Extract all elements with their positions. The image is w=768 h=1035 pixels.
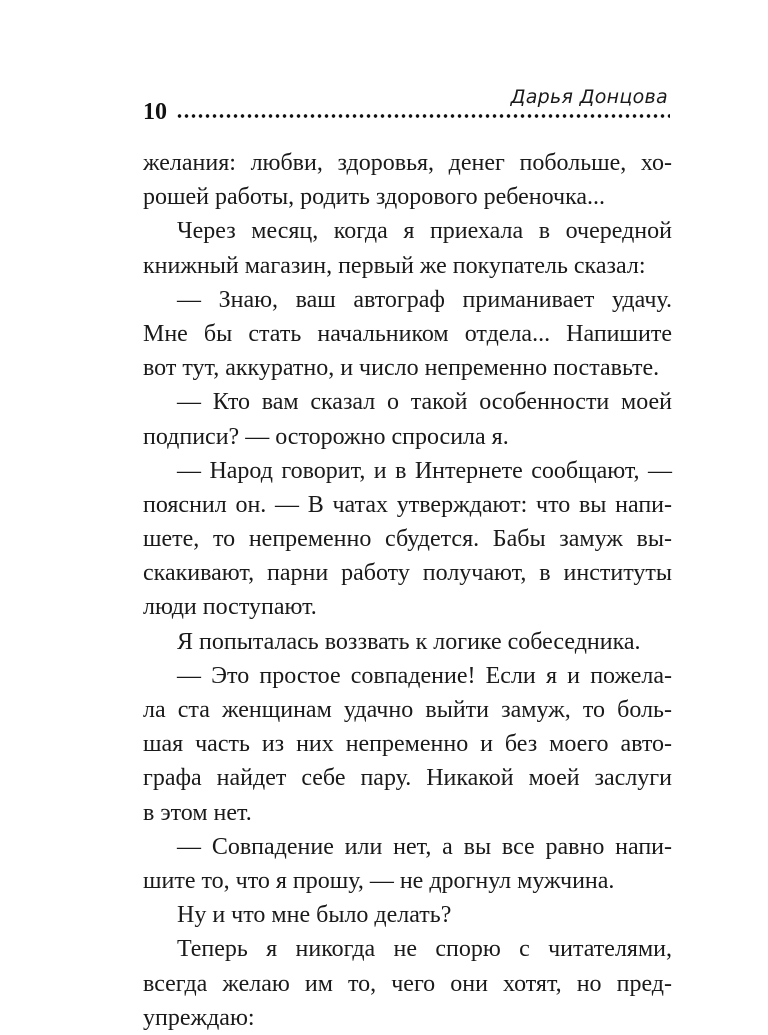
text-line: — Совпадение или нет, а вы все равно напи-: [177, 833, 672, 860]
body-text: [143, 146, 672, 1035]
text-line: шете, то непременно сбудется. Бабы замуж вы-: [143, 526, 672, 553]
dot-leader: [176, 112, 670, 120]
text-line: — Народ говорит, и в Интернете сообщают, —: [177, 457, 672, 484]
text-line: пояснил он. — В чатах утверждают: что вы напи-: [143, 491, 672, 518]
text-line: — Кто вам сказал о такой особенности моей: [177, 389, 672, 416]
text-line: упреждаю:: [143, 1004, 255, 1031]
text-line: книжный магазин, первый же покупатель сказал:: [143, 252, 646, 279]
text-line: Мне бы стать начальником отдела... Напишите: [143, 320, 672, 347]
text-line: Через месяц, когда я приехала в очередной: [177, 218, 672, 245]
text-line: шая часть из них непременно и без моего авто-: [143, 731, 672, 758]
text-line: шите то, что я прошу, — не дрогнул мужчина.: [143, 867, 615, 894]
text-line: рошей работы, родить здорового ребеночка...: [143, 184, 606, 211]
text-line: Теперь я никогда не спорю с читателями,: [177, 936, 672, 963]
text-line: в этом нет.: [143, 799, 252, 826]
text-line: ла ста женщинам удачно выйти замуж, то боль-: [143, 697, 672, 723]
text-line: графа найдет себе пару. Никакой моей заслуги: [143, 765, 672, 792]
running-header-author: Дарья Донцова: [510, 86, 668, 108]
text-line: вот тут, аккуратно, и число непременно поставьте.: [143, 355, 660, 382]
text-line: желания: любви, здоровья, денег побольше, хо-: [143, 150, 672, 176]
text-line: — Знаю, ваш автограф приманивает удачу.: [177, 286, 672, 313]
text-line: люди поступают.: [143, 594, 317, 621]
text-line: всегда желаю им то, чего они хотят, но пред-: [143, 970, 672, 997]
text-line: — Это простое совпадение! Если я и пожела-: [177, 662, 672, 689]
text-line: Ну и что мне было делать?: [177, 902, 452, 929]
text-line: Я попыталась воззвать к логике собеседника.: [177, 628, 641, 655]
text-line: скакивают, парни работу получают, в институты: [143, 560, 672, 587]
page-number: 10: [143, 99, 167, 125]
page-header: [143, 98, 670, 128]
text-line: подписи? — осторожно спросила я.: [143, 423, 509, 450]
